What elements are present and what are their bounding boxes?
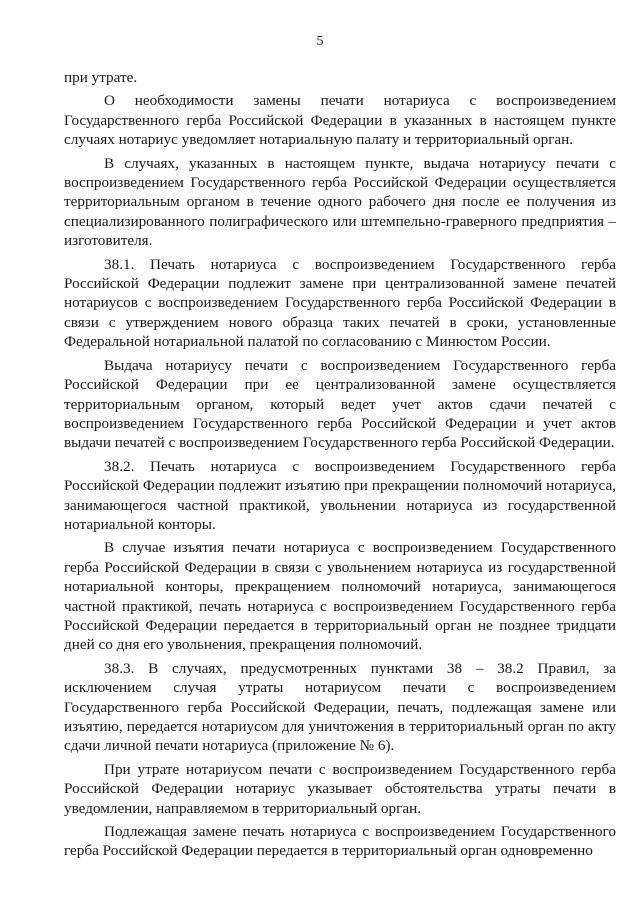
paragraph: При утрате нотариусом печати с воспроизведением Государственного герба Российской Федерации нотариус указывает обстоятельства утраты печати в уведомлении, направляемом в территориальный орган. (64, 760, 616, 817)
paragraph: В случае изъятия печати нотариуса с воспроизведением Государственного герба Российской Федерации в связи с увольнением нотариуса из государственной нотариальной конторы, прекращением полномочий нотариуса, занимающегося частной практикой, печать нотариуса с воспроизведением Государственного герба Российской Федерации передается в территориальный орган не позднее тридцати дней со дня его увольнения, прекращения полномочий. (64, 539, 616, 654)
document-body (64, 68, 616, 865)
page-number: 5 (316, 34, 324, 49)
paragraph: О необходимости замены печати нотариуса с воспроизведением Государственного герба Российской Федерации в указанных в настоящем пункте случаях нотариус уведомляет нотариальную палату и территориальный орган. (64, 92, 616, 149)
paragraph-38-2: 38.2. Печать нотариуса с воспроизведением Государственного герба Российской Федерации подлежит изъятию при прекращении полномочий нотариуса, занимающегося частной практикой, увольнении нотариуса из государственной нотариальной конторы. (64, 457, 616, 533)
paragraph-continuation: при утрате. (64, 69, 138, 86)
paragraph: В случаях, указанных в настоящем пункте, выдача нотариусу печати с воспроизведением Государственного герба Российской Федерации осуществляется территориальным органом в течение одного рабочего дня после ее получения из специализированного полиграфического или штемпельно-граверного предприятия – изготовителя. (64, 154, 616, 250)
paragraph-38-3: 38.3. В случаях, предусмотренных пунктами 38 – 38.2 Правил, за исключением случая утраты нотариусом печати с воспроизведением Государственного герба Российской Федерации, печать, подлежащая замене или изъятию, передается нотариусом для уничтожения в территориальный орган по акту сдачи личной печати нотариуса (приложение № 6). (64, 659, 616, 755)
paragraph: Выдача нотариусу печати с воспроизведением Государственного герба Российской Федерации при ее централизованной замене осуществляется территориальным органом, который ведет учет актов сдачи печатей с воспроизведением Государственного герба Российской Федерации и учет актов выдачи печатей с воспроизведением Государственного герба Российской Федерации. (64, 356, 616, 452)
paragraph: Подлежащая замене печать нотариуса с воспроизведением Государственного герба Российской Федерации передается в территориальный орган одновременно (64, 823, 616, 860)
paragraph-38-1: 38.1. Печать нотариуса с воспроизведением Государственного герба Российской Федерации подлежит замене при централизованной замене печатей нотариусов с воспроизведением Государственного герба Российской Федерации в связи с утверждением нового образца таких печатей в сроки, установленные Федеральной нотариальной палатой по согласованию с Минюстом России. (64, 255, 616, 351)
